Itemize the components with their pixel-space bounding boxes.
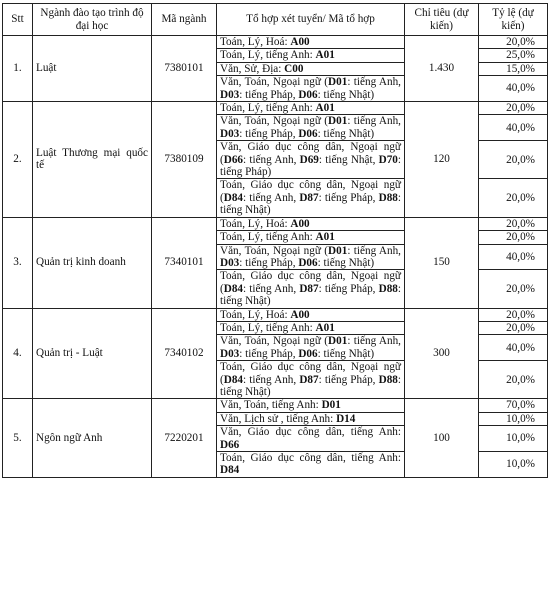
combo-code: D03 (220, 256, 240, 269)
combo-code: A01 (315, 231, 335, 244)
combo-text: Toán, Giáo dục công dân, Ngoại ngữ ( (220, 361, 401, 386)
header-code: Mã ngành (152, 4, 217, 36)
table-body (3, 36, 548, 478)
row-combo (217, 179, 405, 217)
row-quota: 120 (405, 102, 479, 218)
combo-code: D84 (220, 464, 240, 477)
row-ratio: 20,0% (479, 361, 548, 399)
combo-code: D14 (336, 412, 356, 425)
combo-code: D03 (220, 127, 240, 140)
combo-code: D84 (223, 282, 244, 295)
row-ratio: 20,0% (479, 217, 548, 230)
combo-text: Toán, Lý, Hoá: (220, 308, 291, 321)
combo-code: A00 (290, 36, 310, 48)
row-major: Ngôn ngữ Anh (33, 399, 152, 477)
combo-text: : tiếng Anh, (347, 76, 401, 89)
combo-code: D69 (299, 153, 319, 166)
combo-text: Toán, Giáo dục công dân, tiếng Anh: (220, 452, 401, 464)
row-ratio: 40,0% (479, 244, 548, 270)
row-ratio: 10,0% (479, 426, 548, 452)
combo-text: : tiếng Anh, (347, 115, 401, 128)
combo-text: Toán, Lý, tiếng Anh: (220, 321, 316, 334)
combo-text: : tiếng Nhật) (220, 373, 401, 398)
combo-code: D06 (298, 256, 318, 269)
combo-text: Toán, Giáo dục công dân, Ngoại ngữ ( (220, 270, 401, 295)
header-quota: Chỉ tiêu (dự kiến) (405, 4, 479, 36)
combo-text: : tiếng Pháp, (239, 127, 299, 140)
combo-text: : tiếng Pháp, (239, 88, 299, 101)
combo-text: Văn, Toán, Ngoại ngữ ( (220, 76, 329, 89)
row-combo (217, 452, 405, 478)
combo-text: Toán, Lý, tiếng Anh: (220, 49, 316, 62)
row-stt: 4. (3, 308, 33, 399)
combo-code: D87 (299, 282, 319, 295)
header-major: Ngành đào tạo trình độ đại học (33, 4, 152, 36)
row-combo (217, 76, 405, 102)
table-row (3, 102, 548, 115)
row-major: Quản trị kinh doanh (33, 217, 152, 308)
row-quota: 150 (405, 217, 479, 308)
combo-text: : tiếng Nhật) (317, 256, 375, 269)
combo-text: Văn, Sử, Địa: (220, 62, 285, 75)
row-ratio: 25,0% (479, 49, 548, 62)
combo-text: : tiếng Anh, (243, 153, 300, 166)
combo-text: : tiếng Pháp, (239, 347, 299, 360)
row-code: 7380109 (152, 102, 217, 218)
combo-text: : tiếng Nhật) (317, 347, 375, 360)
combo-code: D88 (378, 373, 398, 386)
row-ratio: 20,0% (479, 179, 548, 217)
row-major: Luật (33, 36, 152, 102)
combo-code: C00 (284, 62, 304, 75)
row-quota: 100 (405, 399, 479, 477)
row-combo (217, 115, 405, 141)
combo-code: D01 (328, 115, 348, 128)
row-combo (217, 412, 405, 425)
row-major: Luật Thương mại quốc tế (33, 102, 152, 218)
combo-text: Văn, Toán, tiếng Anh: (220, 399, 322, 412)
table-row (3, 399, 548, 412)
row-combo (217, 426, 405, 452)
header-stt: Stt (3, 4, 33, 36)
combo-code: D06 (298, 88, 318, 101)
combo-text: : tiếng Anh, (243, 373, 300, 386)
row-code: 7380101 (152, 36, 217, 102)
row-stt: 3. (3, 217, 33, 308)
combo-code: D06 (298, 127, 318, 140)
row-code: 7340101 (152, 217, 217, 308)
combo-code: D88 (378, 282, 398, 295)
combo-text: Toán, Lý, tiếng Anh: (220, 231, 316, 244)
combo-code: D87 (299, 373, 319, 386)
row-ratio: 20,0% (479, 231, 548, 244)
combo-text: Văn, Toán, Ngoại ngữ ( (220, 335, 329, 348)
row-combo (217, 321, 405, 334)
row-ratio: 20,0% (479, 308, 548, 321)
combo-code: D01 (328, 335, 348, 348)
row-combo (217, 62, 405, 75)
combo-code: D03 (220, 347, 240, 360)
row-code: 7220201 (152, 399, 217, 477)
combo-code: D66 (220, 438, 240, 451)
admission-table-sheet (2, 3, 547, 606)
table-row (3, 308, 548, 321)
row-code: 7340102 (152, 308, 217, 399)
row-combo (217, 36, 405, 49)
combo-text: Toán, Giáo dục công dân, Ngoại ngữ ( (220, 179, 401, 204)
combo-text: : tiếng Anh, (347, 244, 401, 257)
row-ratio: 20,0% (479, 321, 548, 334)
combo-code: D01 (328, 244, 348, 257)
combo-code: D06 (298, 347, 318, 360)
row-combo (217, 141, 405, 179)
row-ratio: 10,0% (479, 452, 548, 478)
row-stt: 1. (3, 36, 33, 102)
row-ratio: 10,0% (479, 412, 548, 425)
combo-code: D01 (321, 399, 341, 412)
combo-code: A01 (315, 49, 335, 62)
row-stt: 5. (3, 399, 33, 477)
combo-text: : tiếng Anh, (243, 282, 300, 295)
row-stt: 2. (3, 102, 33, 218)
combo-code: A00 (290, 217, 310, 230)
combo-code: D70 (378, 153, 398, 166)
row-combo (217, 231, 405, 244)
row-combo (217, 270, 405, 308)
table-row (3, 36, 548, 49)
combo-code: D01 (328, 76, 348, 89)
row-ratio: 70,0% (479, 399, 548, 412)
combo-text: Toán, Lý, tiếng Anh: (220, 102, 316, 115)
combo-text: Toán, Lý, Hoá: (220, 217, 291, 230)
row-combo (217, 217, 405, 230)
combo-text: : tiếng Anh, (243, 191, 300, 204)
combo-text: : tiếng Anh, (347, 335, 401, 348)
row-combo (217, 399, 405, 412)
combo-text: : tiếng Pháp, (239, 256, 299, 269)
row-quota: 300 (405, 308, 479, 399)
header-row (3, 4, 548, 36)
row-combo (217, 308, 405, 321)
row-ratio: 20,0% (479, 102, 548, 115)
combo-code: D87 (299, 191, 319, 204)
row-ratio: 15,0% (479, 62, 548, 75)
combo-text: Văn, Lịch sử , tiếng Anh: (220, 412, 337, 425)
combo-text: Văn, Toán, Ngoại ngữ ( (220, 115, 329, 128)
combo-code: D84 (223, 373, 244, 386)
combo-text: : tiếng Nhật) (220, 191, 401, 217)
combo-text: Văn, Giáo dục công dân, Ngoại ngữ ( (220, 141, 401, 166)
row-quota: 1.430 (405, 36, 479, 102)
row-combo (217, 102, 405, 115)
header-combo: Tổ hợp xét tuyển/ Mã tổ hợp (217, 4, 405, 36)
combo-text: Toán, Lý, Hoá: (220, 36, 291, 48)
combo-code: D03 (220, 88, 240, 101)
row-ratio: 20,0% (479, 270, 548, 308)
combo-code: D66 (223, 153, 244, 166)
combo-text: : tiếng Nhật) (317, 88, 375, 101)
combo-code: D88 (378, 191, 398, 204)
header-ratio: Tỷ lệ (dự kiến) (479, 4, 548, 36)
combo-text: : tiếng Nhật) (317, 127, 375, 140)
row-ratio: 40,0% (479, 335, 548, 361)
combo-text: Văn, Toán, Ngoại ngữ ( (220, 244, 329, 257)
combo-text: Văn, Giáo dục công dân, tiếng Anh: (220, 426, 401, 439)
admission-table (2, 3, 548, 478)
combo-text: : tiếng Pháp) (220, 153, 401, 179)
combo-text: : tiếng Nhật, (318, 153, 379, 166)
row-ratio: 40,0% (479, 76, 548, 102)
combo-text: : tiếng Nhật) (220, 282, 401, 308)
row-combo (217, 244, 405, 270)
row-combo (217, 361, 405, 399)
combo-text: : tiếng Pháp, (318, 373, 379, 386)
table-row (3, 217, 548, 230)
row-ratio: 20,0% (479, 141, 548, 179)
combo-code: A01 (315, 321, 335, 334)
row-combo (217, 335, 405, 361)
combo-code: D84 (223, 191, 244, 204)
combo-code: A00 (290, 308, 310, 321)
row-ratio: 20,0% (479, 36, 548, 49)
row-major: Quản trị - Luật (33, 308, 152, 399)
row-combo (217, 49, 405, 62)
combo-text: : tiếng Pháp, (318, 191, 379, 204)
combo-text: : tiếng Pháp, (318, 282, 379, 295)
row-ratio: 40,0% (479, 115, 548, 141)
combo-code: A01 (315, 102, 335, 115)
